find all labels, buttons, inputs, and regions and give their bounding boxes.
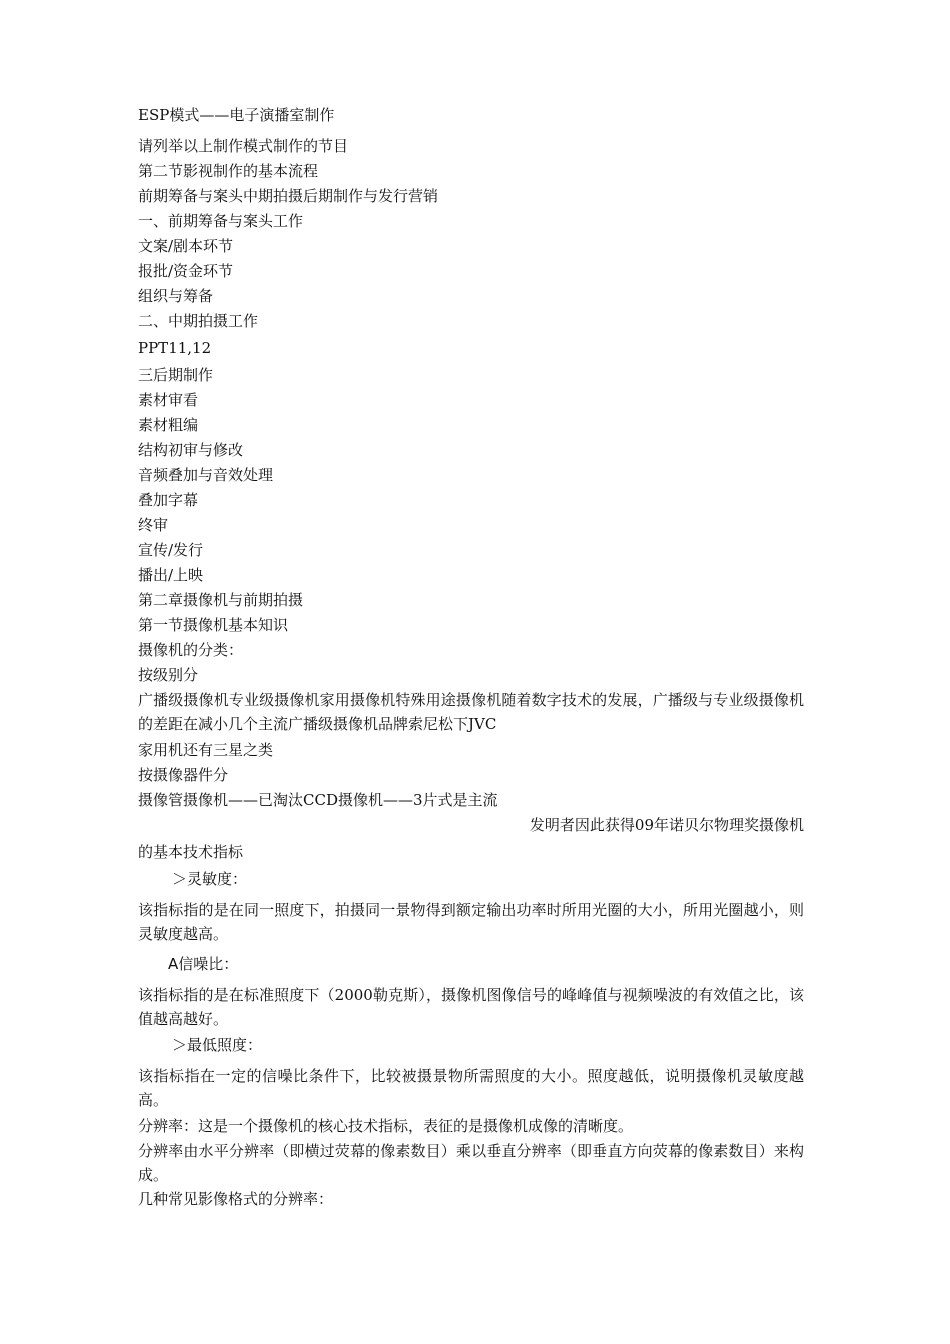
text-line-resolution: 分辨率：这是一个摄像机的核心技术指标，表征的是摄像机成像的清晰度。 [138,1117,634,1135]
text-line-formats: 几种常见影像格式的分辨率： [138,1190,334,1208]
list-item-broadcast: 播出/上映 [138,566,204,584]
list-item-script: 文案/剧本环节 [138,237,234,255]
list-item-audio: 音频叠加与音效处理 [138,466,274,484]
paragraph-camera-grades: 广播级摄像机专业级摄像机家用摄像机特殊用途摄像机随着数字技术的发展，广播级与专业级摄像机的差距在减小几个主流广播级摄像机品牌索尼松下JVC [138,691,804,733]
text-line-nobel: 发明者因此获得09年诺贝尔物理奖摄像机 [529,816,804,834]
document-body [138,103,804,1212]
paragraph-snr: 该指标指的是在标准照度下（2000勒克斯），摄像机图像信号的峰峰值与视频噪波的有效值之比，该值越高越好。 [138,986,804,1028]
text-line-by-sensor: 按摄像器件分 [138,766,229,784]
paragraph-sensitivity: 该指标指的是在同一照度下，拍摄同一景物得到额定输出功率时所用光圈的大小，所用光圈越小，则灵敏度越高。 [138,901,804,943]
spec-heading-min-illumination: ＞最低照度： [172,1036,263,1054]
section-heading-camera-basics: 第一节摄像机基本知识 [138,616,289,634]
section-heading-workflow: 第二节影视制作的基本流程 [138,162,319,180]
paragraph-resolution: 分辨率由水平分辨率（即横过荧幕的像素数目）乘以垂直分辨率（即垂直方向荧幕的像素数目）来构成。 [138,1142,804,1184]
text-line-esp-mode: ESP模式——电子演播室制作 [138,106,335,124]
paragraph-min-illumination: 该指标指在一定的信噪比条件下，比较被摄景物所需照度的大小。照度越低，说明摄像机灵敏度越高。 [138,1067,804,1109]
list-item-review: 素材审看 [138,391,199,409]
spec-heading-snr: A信噪比： [168,955,239,973]
text-line-question: 请列举以上制作模式制作的节目 [138,137,349,155]
list-item-organization: 组织与筹备 [138,287,214,305]
subheading-postproduction: 三后期制作 [138,366,214,384]
list-item-funding: 报批/资金环节 [138,262,234,280]
subheading-preproduction: 一、前期筹备与案头工作 [138,212,304,230]
text-line-consumer: 家用机还有三星之类 [138,741,274,759]
chapter-heading-camera: 第二章摄像机与前期拍摄 [138,591,304,609]
list-item-final-review: 终审 [138,516,169,534]
text-line-by-grade: 按级别分 [138,666,199,684]
spec-heading-sensitivity: ＞灵敏度： [172,870,248,888]
list-item-rough-cut: 素材粗编 [138,416,199,434]
text-line-stages: 前期筹备与案头中期拍摄后期制作与发行营销 [138,187,439,205]
list-item-distribution: 宣传/发行 [138,541,204,559]
text-line-sensor-types: 摄像管摄像机——已淘汰CCD摄像机——3片式是主流 [138,791,498,809]
subheading-shooting: 二、中期拍摄工作 [138,312,259,330]
list-item-subtitles: 叠加字幕 [138,491,199,509]
text-line-classification: 摄像机的分类： [138,641,244,659]
text-line-basic-specs: 的基本技术指标 [138,843,244,861]
text-line-ppt: PPT11,12 [138,339,212,357]
list-item-structure-review: 结构初审与修改 [138,441,244,459]
